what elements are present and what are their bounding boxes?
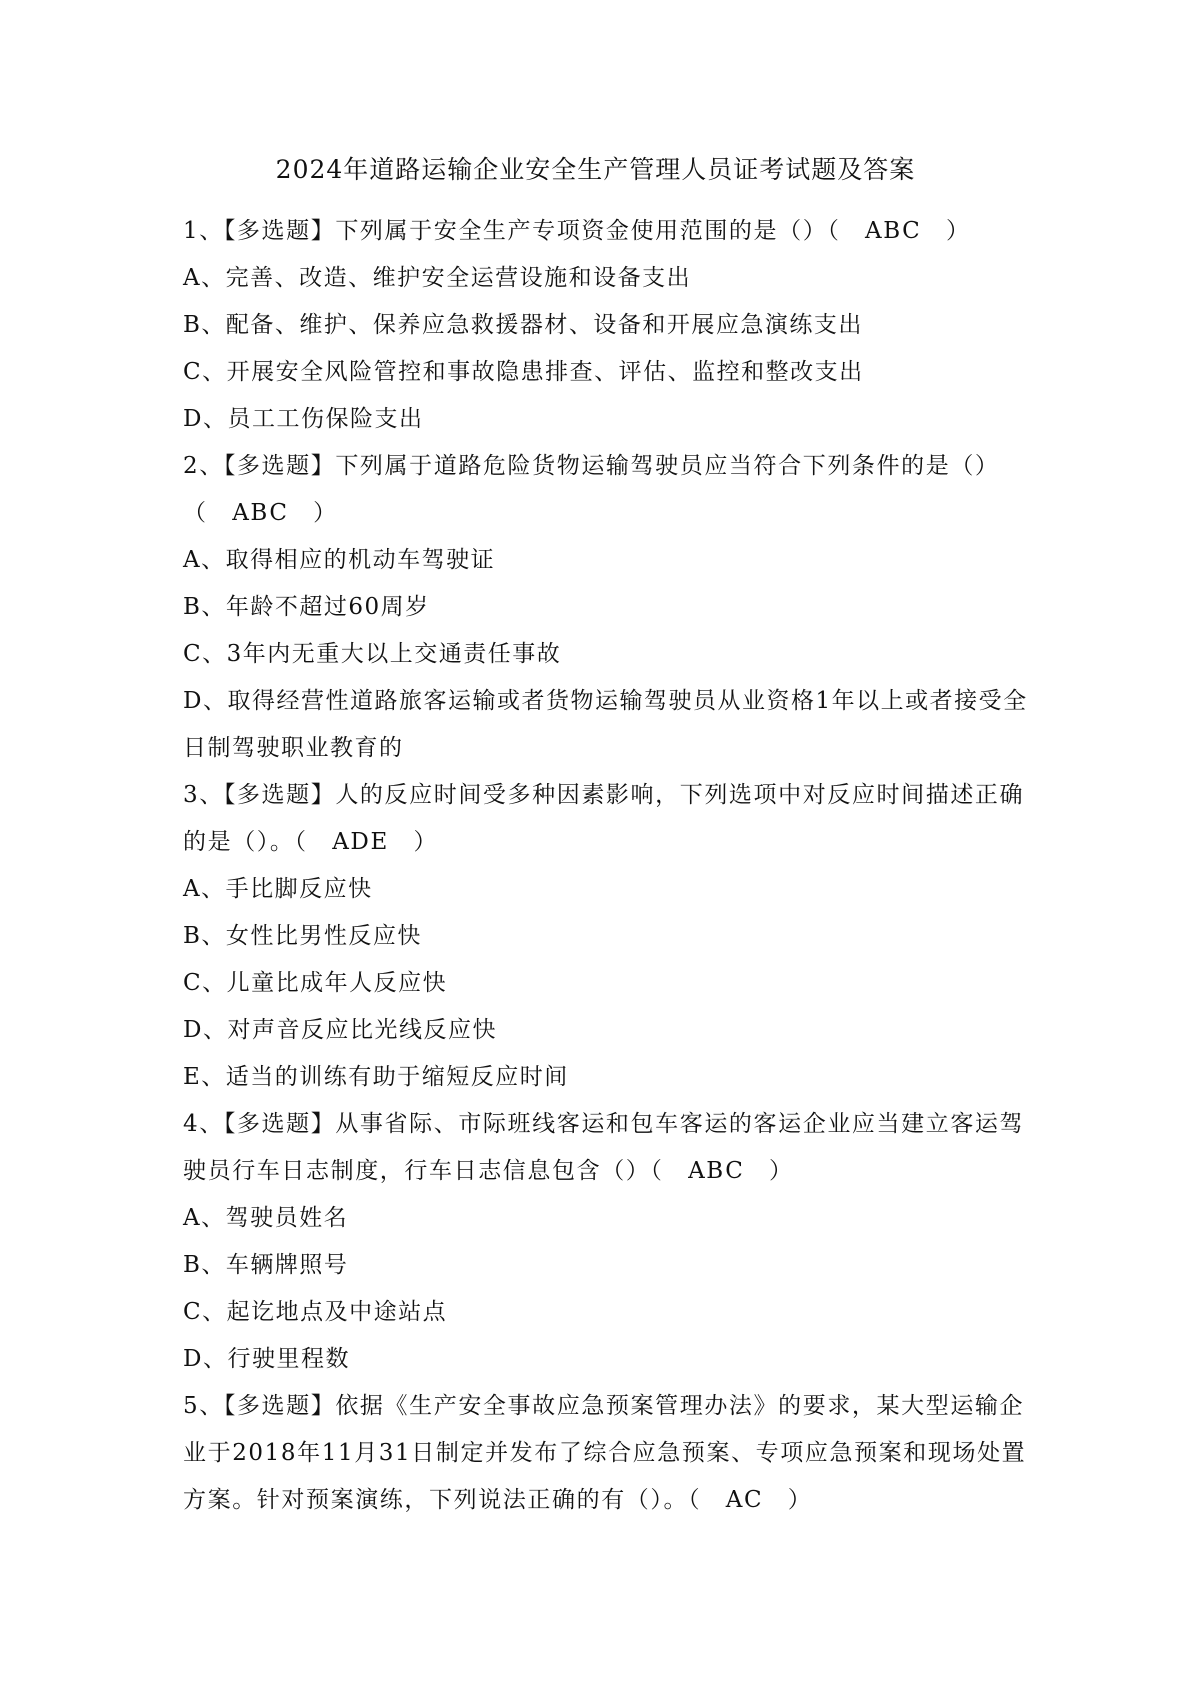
answer-option: E、适当的训练有助于缩短反应时间 [183,1064,569,1090]
question-stem-line: 1、【多选题】下列属于安全生产专项资金使用范围的是（）（ ABC ） [183,218,971,244]
question-3 [183,772,1025,1101]
answer-option: A、完善、改造、维护安全运营设施和设备支出 [183,265,692,291]
answer-option-continuation: 日制驾驶职业教育的 [183,735,404,761]
answer-option: D、员工工伤保险支出 [183,406,424,432]
answer-option: D、对声音反应比光线反应快 [183,1017,497,1043]
question-4 [183,1101,1025,1383]
question-5 [183,1383,1027,1524]
answer-option: A、驾驶员姓名 [183,1205,349,1231]
question-stem-line: 5、【多选题】依据《生产安全事故应急预案管理办法》的要求，某大型运输企 [183,1393,1025,1419]
question-stem-line: 驶员行车日志制度，行车日志信息包含（）（ ABC ） [183,1158,794,1184]
question-stem-line: 的是（）。（ ADE ） [183,829,439,855]
answer-option: B、配备、维护、保养应急救援器材、设备和开展应急演练支出 [183,312,863,338]
answer-option: B、女性比男性反应快 [183,923,422,949]
answer-option: B、年龄不超过60周岁 [183,594,430,620]
answer-option: C、开展安全风险管控和事故隐患排查、评估、监控和整改支出 [183,359,864,385]
question-stem-line: 4、【多选题】从事省际、市际班线客运和包车客运的客运企业应当建立客运驾 [183,1111,1025,1137]
question-1 [183,208,1013,443]
question-stem-line: 2、【多选题】下列属于道路危险货物运输驾驶员应当符合下列条件的是（） [183,453,1000,479]
answer-option: C、起讫地点及中途站点 [183,1299,448,1325]
answer-option: B、车辆牌照号 [183,1252,349,1278]
document-title: 2024年道路运输企业安全生产管理人员证考试题及答案 [275,155,916,184]
question-stem-line: 业于2018年11月31日制定并发布了综合应急预案、专项应急预案和现场处置 [183,1440,1027,1466]
answer-option: D、行驶里程数 [183,1346,350,1372]
answer-option: D、取得经营性道路旅客运输或者货物运输驾驶员从业资格1年以上或者接受全 [183,688,1028,714]
question-stem-line: 3、【多选题】人的反应时间受多种因素影响，下列选项中对反应时间描述正确 [183,782,1025,808]
answer-option: A、取得相应的机动车驾驶证 [183,547,496,573]
question-list [183,208,1028,1524]
answer-option: C、3年内无重大以上交通责任事故 [183,641,562,667]
question-stem-line: 方案。针对预案演练，下列说法正确的有（）。（ AC ） [183,1487,813,1513]
question-2 [183,443,1028,772]
answer-option: C、儿童比成年人反应快 [183,970,448,996]
answer-option: A、手比脚反应快 [183,876,373,902]
question-stem-line: （ ABC ） [183,500,338,526]
